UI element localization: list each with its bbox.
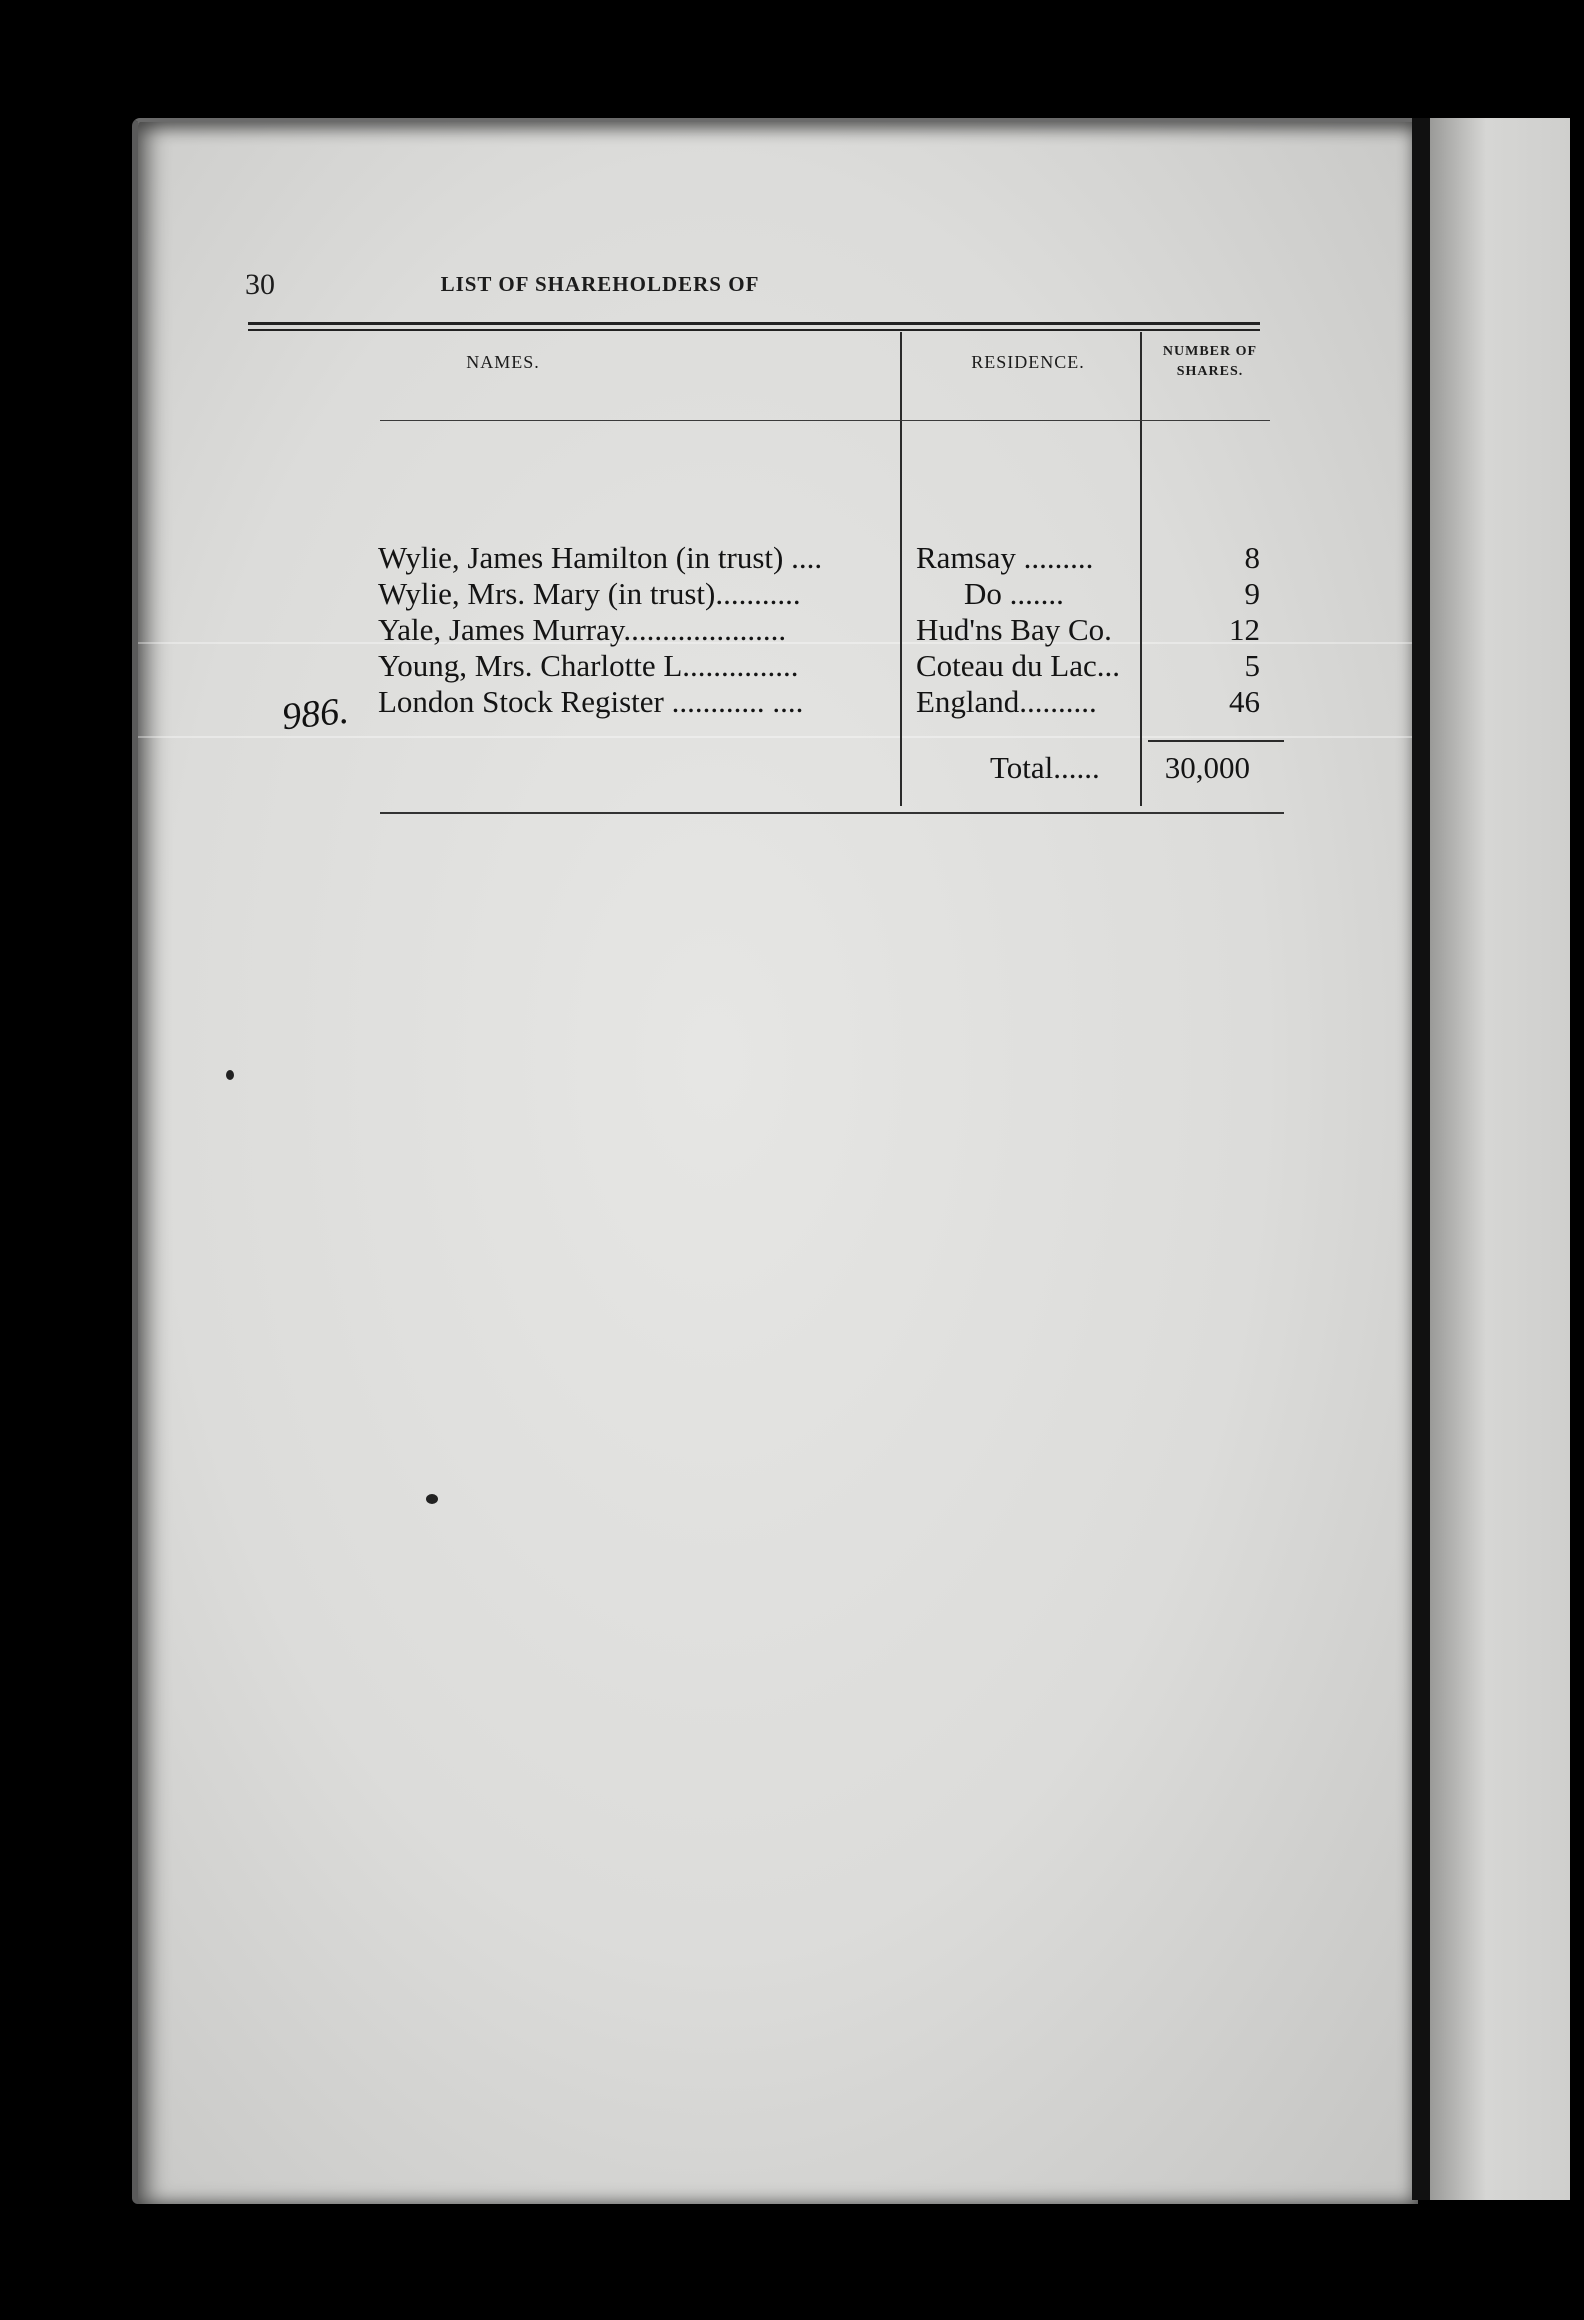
- shareholder-name: Yale, James Murray.....................: [378, 612, 787, 647]
- shareholder-name: Young, Mrs. Charlotte L...............: [378, 648, 799, 683]
- total-value: 30,000: [1164, 750, 1250, 785]
- paper-crease: [138, 736, 1418, 738]
- header-double-rule: [248, 322, 1260, 325]
- table-row: [248, 540, 1268, 576]
- column-header-shares: NUMBER OF SHARES.: [1162, 344, 1258, 379]
- handwritten-margin-note: 986.: [279, 689, 351, 739]
- shareholder-residence: Coteau du Lac...: [916, 648, 1121, 683]
- column-header-residence: RESIDENCE.: [971, 352, 1085, 372]
- book-gutter: [1412, 118, 1430, 2200]
- shareholder-shares: 46: [1229, 684, 1260, 719]
- shareholder-residence: England..........: [916, 684, 1097, 719]
- sum-rule: [1148, 740, 1284, 742]
- header-rule: [380, 420, 1270, 421]
- table-row: [248, 612, 1268, 648]
- table-bottom-rule: [380, 812, 1284, 814]
- table-row: [248, 648, 1268, 684]
- shareholder-residence: Hud'ns Bay Co.: [916, 612, 1112, 647]
- page-number: 30: [245, 268, 275, 301]
- facing-page-edge: [1430, 118, 1570, 2200]
- running-head: LIST OF SHAREHOLDERS OF: [440, 272, 760, 296]
- ink-speck: [226, 1070, 234, 1080]
- shareholder-shares: 8: [1244, 540, 1260, 575]
- total-label: Total......: [990, 750, 1100, 785]
- shareholder-residence: Ramsay .........: [916, 540, 1094, 575]
- table-row: [248, 576, 1268, 612]
- shareholder-residence: Do .......: [964, 576, 1064, 611]
- book-page: [132, 118, 1418, 2204]
- shareholder-name: Wylie, James Hamilton (in trust) ....: [378, 540, 823, 575]
- header-double-rule: [248, 329, 1260, 331]
- shareholder-shares: 12: [1229, 612, 1260, 647]
- shareholder-name: Wylie, Mrs. Mary (in trust)...........: [378, 576, 801, 611]
- table-row: [248, 684, 1268, 720]
- shareholder-shares: 5: [1244, 648, 1260, 683]
- shareholder-name: London Stock Register ............ ....: [378, 684, 804, 719]
- shareholder-shares: 9: [1244, 576, 1260, 611]
- column-header-names: NAMES.: [466, 352, 540, 372]
- ink-speck: [426, 1494, 438, 1504]
